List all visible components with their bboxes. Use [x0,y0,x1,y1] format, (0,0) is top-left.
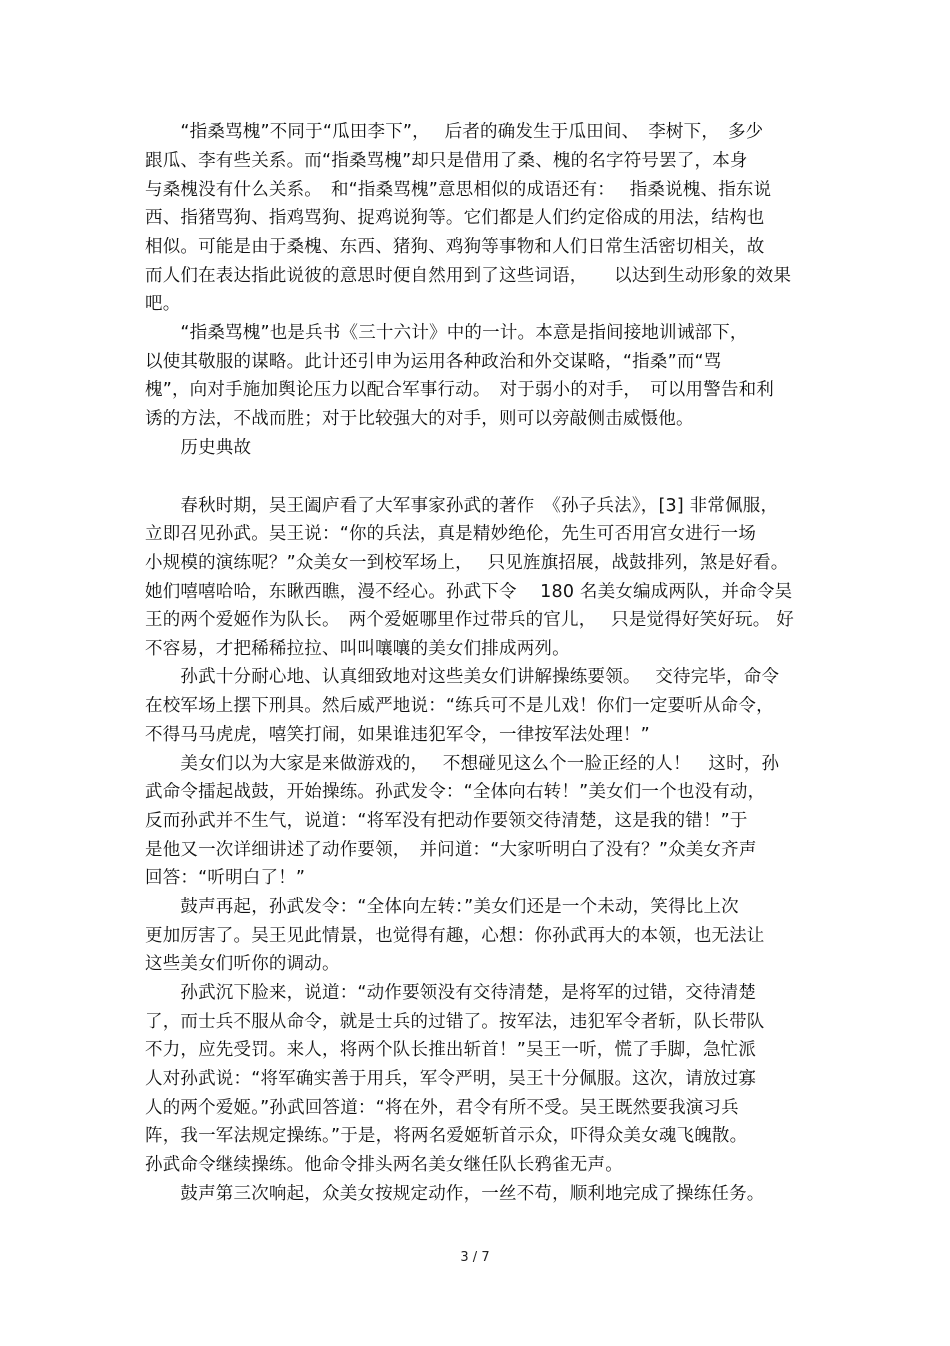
text-line: 诱的方法，不战而胜；对于比较强大的对手，则可以旁敲侧击威慑他。 [145,409,694,429]
text-line: 不容易，才把稀稀拉拉、叫叫嚷嚷的美女们排成两列。 [145,639,570,659]
text-line: 不得马马虎虎，嘻笑打闹，如果谁违犯军令，一律按军法处理！” [145,725,650,745]
text-line: “指桑骂槐”不同于“瓜田李下”， 后者的确发生于瓜田间、 李树下， 多少 [145,122,764,142]
text-line: 在校军场上摆下刑具。然后威严地说：“练兵可不是儿戏！你们一定要听从命令， [145,696,774,716]
text-line: 这些美女们听你的调动。 [145,954,340,974]
text-line: 鼓声再起，孙武发令：“全体向左转：”美女们还是一个未动，笑得比上次 [145,897,739,917]
text-line: 孙武十分耐心地、认真细致地对这些美女们讲解操练要领。 交待完毕，命令 [145,667,780,687]
text-line: 是他又一次详细讲述了动作要领， 并问道：“大家听明白了没有？”众美女齐声 [145,840,757,860]
text-line: 鼓声第三次响起，众美女按规定动作，一丝不苟，顺利地完成了操练任务。 [145,1184,765,1204]
text-line: 不力，应先受罚。来人，将两个队长推出斩首！”吴王一听，慌了手脚，急忙派 [145,1040,757,1060]
page-number: 3 / 7 [460,1250,490,1265]
text-line: 美女们以为大家是来做游戏的， 不想碰见这么个一脸正经的人！ 这时，孙 [145,754,780,774]
text-line: 人的两个爱姬。”孙武回答道：“将在外，君令有所不受。吴王既然要我演习兵 [145,1098,739,1118]
text-line: 更加厉害了。吴王见此情景，也觉得有趣，心想：你孙武再大的本领，也无法让 [145,926,765,946]
text-line: 了，而士兵不服从命令，就是士兵的过错了。按军法，违犯军令者斩，队长带队 [145,1012,765,1032]
section-heading: 历史典故 [145,438,252,458]
text-line: 小规模的演练呢？”众美女一到校军场上， 只见旌旗招展，战鼓排列，煞是好看。 [145,553,789,573]
text-line: 与桑槐没有什么关系。 和“指桑骂槐”意思相似的成语还有： 指桑说槐、指东说 [145,180,772,200]
text-line: 相似。可能是由于桑槐、东西、猪狗、鸡狗等事物和人们日常生活密切相关，故 [145,237,765,257]
text-line: 而人们在表达指此说彼的意思时便自然用到了这些词语， 以达到生动形象的效果 [145,266,792,286]
text-line: 孙武命令继续操练。他命令排头两名美女继任队长鸦雀无声。 [145,1155,623,1175]
text-line: 跟瓜、李有些关系。而“指桑骂槐”却只是借用了桑、槐的名字符号罢了，本身 [145,151,748,171]
text-line: 王的两个爱姬作为队长。 两个爱姬哪里作过带兵的官儿， 只是觉得好笑好玩。 好 [145,610,794,630]
text-line: 反而孙武并不生气，说道：“将军没有把动作要领交待清楚，这是我的错！”于 [145,811,748,831]
text-line: 阵，我一军法规定操练。”于是，将两名爱姬斩首示众，吓得众美女魂飞魄散。 [145,1126,748,1146]
text-line: 立即召见孙武。吴王说：“你的兵法，真是精妙绝伦，先生可否用宫女进行一场 [145,524,757,544]
text-line: “指桑骂槐”也是兵书《三十六计》中的一计。本意是指间接地训诫部下， [145,323,748,343]
text-line: 吧。 [145,294,181,314]
text-line: 西、指猪骂狗、指鸡骂狗、捉鸡说狗等。它们都是人们约定俗成的用法，结构也 [145,208,765,228]
text-line: 她们嘻嘻哈哈，东瞅西瞧，漫不经心。孙武下令 180 名美女编成两队，并命令吴 [145,582,793,602]
text-line: 槐”，向对手施加舆论压力以配合军事行动。 对于弱小的对手， 可以用警告和利 [145,380,774,400]
text-line: 孙武沉下脸来，说道：“动作要领没有交待清楚，是将军的过错，交待清楚 [145,983,757,1003]
text-line: 人对孙武说：“将军确实善于用兵，军令严明，吴王十分佩服。这次，请放过寡 [145,1069,757,1089]
text-line: 以使其敬服的谋略。此计还引申为运用各种政治和外交谋略，“指桑”而“骂 [145,352,722,372]
text-line: 回答：“听明白了！” [145,868,306,888]
text-line: 春秋时期，吴王阖庐看了大军事家孙武的著作 《孙子兵法》，[3] 非常佩服， [145,496,779,516]
text-line: 武命令擂起战鼓，开始操练。孙武发令：“全体向右转！”美女们一个也没有动， [145,782,766,802]
